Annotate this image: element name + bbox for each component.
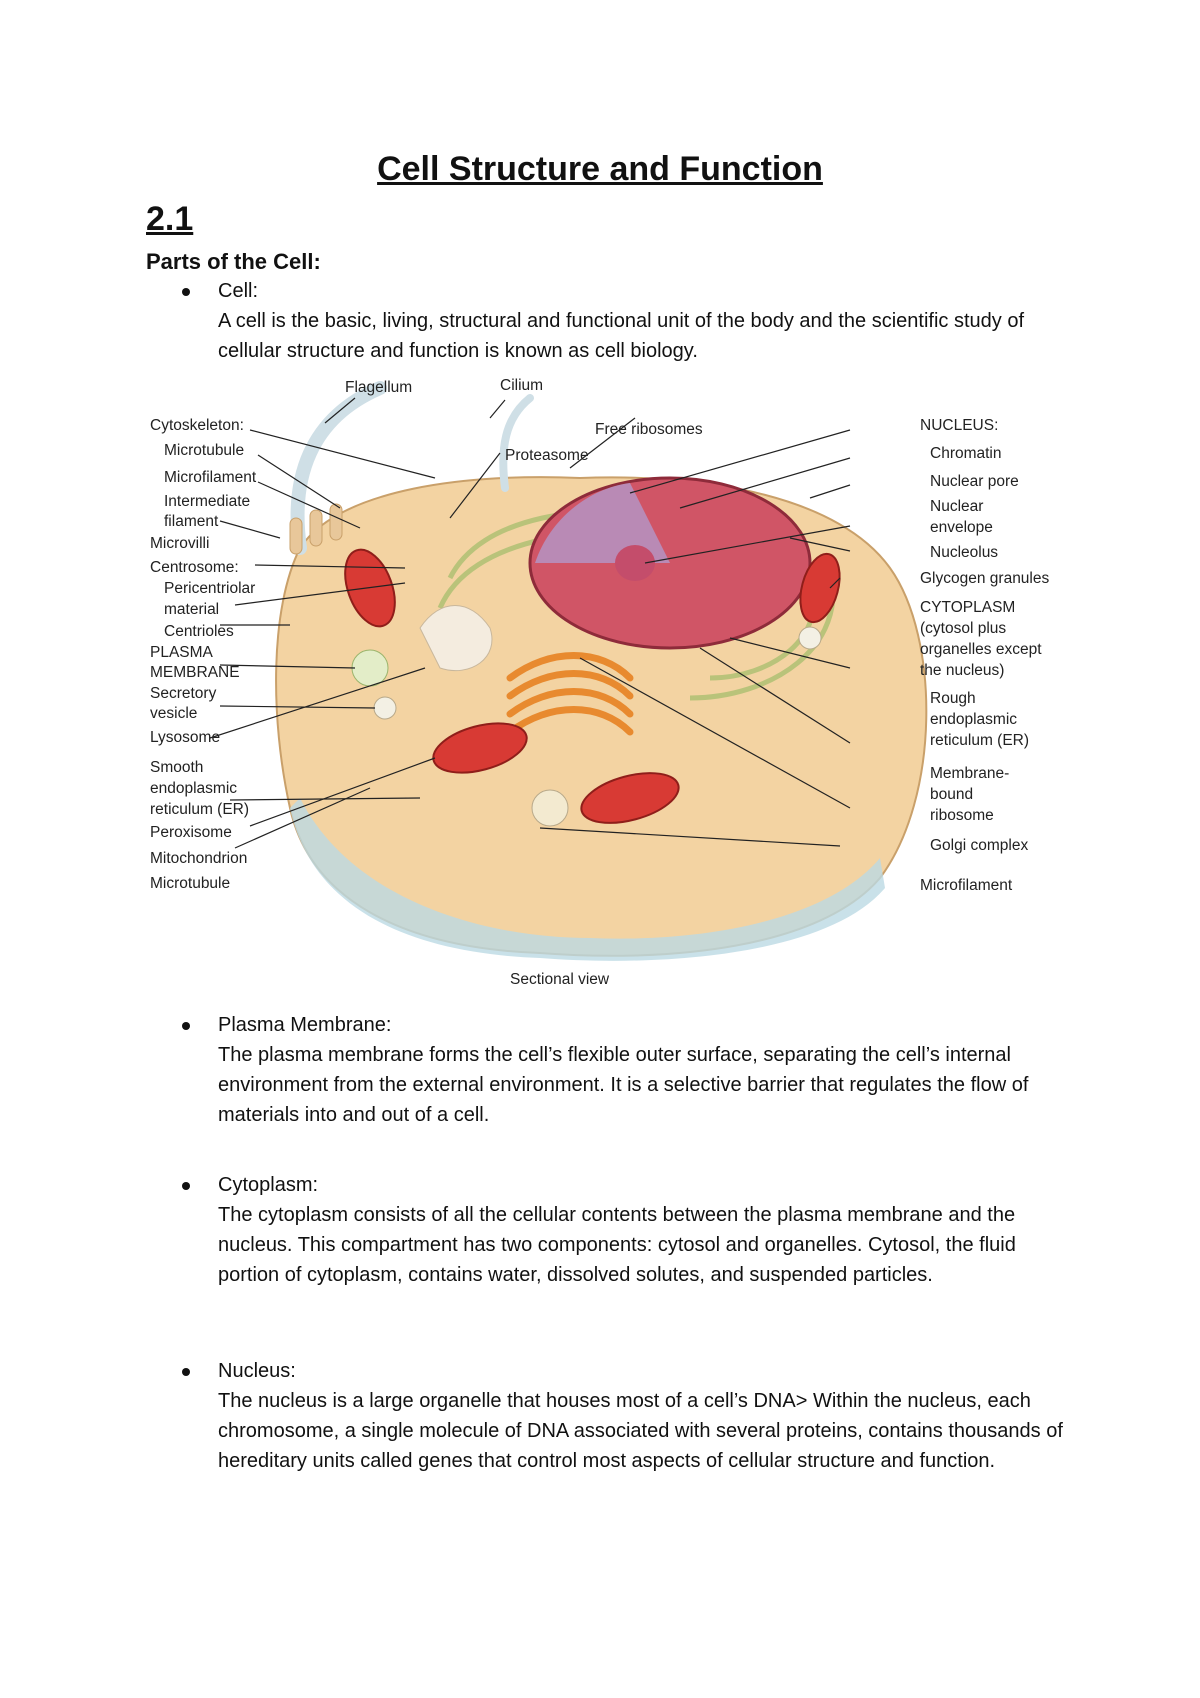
label-microtubule: Microtubule	[164, 442, 245, 459]
label-microtubule-bottom: Microtubule	[150, 875, 231, 892]
bullet-dot	[182, 288, 190, 296]
bullet-cell	[218, 276, 1078, 366]
bullet-plasma-membrane	[218, 1010, 1078, 1130]
label-nucleus: NUCLEUS:	[920, 417, 999, 434]
label-reticulum-right: reticulum (ER)	[930, 732, 1030, 749]
label-rough: Rough	[930, 690, 976, 707]
label-peroxisome: Peroxisome	[150, 824, 232, 841]
bullet-dot	[182, 1368, 190, 1376]
bullet-heading: Nucleus:	[218, 1360, 296, 1382]
label-cytoplasm: CYTOPLASM	[920, 599, 1016, 616]
figure-caption: Sectional view	[510, 971, 610, 988]
label-reticulum-left: reticulum (ER)	[150, 801, 250, 818]
label-lysosome: Lysosome	[150, 729, 221, 746]
bullet-text: The plasma membrane forms the cell’s flexible outer surface, separating the cell’s internal environment from the external environment. It is a selective barrier that regulates the flow of materials into and out of a cell.	[218, 1044, 1029, 1126]
label-membrane: MEMBRANE	[150, 664, 240, 681]
cell-diagram	[150, 378, 1070, 990]
label-microvilli: Microvilli	[150, 535, 210, 552]
label-the-nucleus: the nucleus)	[920, 662, 1005, 679]
label-endoplasmic-right: endoplasmic	[930, 711, 1018, 728]
label-smooth: Smooth	[150, 759, 204, 776]
label-plasma: PLASMA	[150, 644, 213, 661]
bullet-text: The nucleus is a large organelle that houses most of a cell’s DNA> Within the nucleus, each chromosome, a single molecule of DNA associated with several proteins, contains thousands of hereditary units called genes that control most aspects of cellular structure and function.	[218, 1390, 1063, 1472]
label-microfilament-right: Microfilament	[920, 877, 1013, 894]
bullet-text: A cell is the basic, living, structural and functional unit of the body and the scientific study of cellular structure and function is known as cell biology.	[218, 310, 1025, 362]
bullet-heading: Cytoplasm:	[218, 1174, 319, 1196]
label-ribosome: ribosome	[930, 807, 994, 824]
label-flagellum: Flagellum	[345, 379, 413, 396]
label-golgi: Golgi complex	[930, 837, 1029, 854]
label-secretory: Secretory	[150, 685, 217, 702]
label-proteasome: Proteasome	[505, 447, 589, 464]
label-material: material	[164, 601, 220, 618]
bullet-nucleus	[218, 1356, 1078, 1476]
label-envelope: envelope	[930, 519, 993, 536]
label-organelles-except: organelles except	[920, 641, 1042, 658]
label-free-ribosomes: Free ribosomes	[595, 421, 703, 438]
parts-heading: Parts of the Cell:	[146, 249, 321, 274]
bullet-text: The cytoplasm consists of all the cellular contents between the plasma membrane and the nucleus. This compartment has two components: cytosol and organelles. Cytosol, the fluid portion of cytoplasm, contains water, dissolved solutes, and suspended particles.	[218, 1204, 1016, 1286]
cilium-shape	[503, 398, 530, 488]
label-glycogen: Glycogen granules	[920, 570, 1050, 587]
label-centrosome: Centrosome:	[150, 559, 239, 576]
label-pericentriolar: Pericentriolar	[164, 580, 256, 597]
bullet-heading: Plasma Membrane:	[218, 1014, 392, 1036]
label-membrane-bound: Membrane-	[930, 765, 1010, 782]
label-cytosol-plus: (cytosol plus	[920, 620, 1007, 637]
label-vesicle: vesicle	[150, 705, 198, 722]
label-intermediate: Intermediate	[164, 493, 251, 510]
label-filament: filament	[164, 513, 219, 530]
cell-illustration	[150, 378, 1070, 990]
page-title: Cell Structure and Function	[377, 150, 823, 188]
section-number: 2.1	[146, 200, 194, 238]
label-microfilament: Microfilament	[164, 469, 257, 486]
label-bound: bound	[930, 786, 974, 803]
label-cilium: Cilium	[500, 378, 544, 394]
bullet-dot	[182, 1182, 190, 1190]
nucleolus-shape	[615, 545, 655, 581]
label-chromatin: Chromatin	[930, 445, 1002, 462]
bullet-heading: Cell:	[218, 280, 259, 302]
bullet-dot	[182, 1022, 190, 1030]
label-mitochondrion: Mitochondrion	[150, 850, 248, 867]
label-centrioles: Centrioles	[164, 623, 234, 640]
label-cytoskeleton: Cytoskeleton:	[150, 417, 244, 434]
bullet-cytoplasm	[218, 1170, 1078, 1290]
label-nucleolus: Nucleolus	[930, 544, 999, 561]
label-nuclear-pore: Nuclear pore	[930, 473, 1019, 490]
label-nuclear: Nuclear	[930, 498, 984, 515]
label-endoplasmic-left: endoplasmic	[150, 780, 238, 797]
